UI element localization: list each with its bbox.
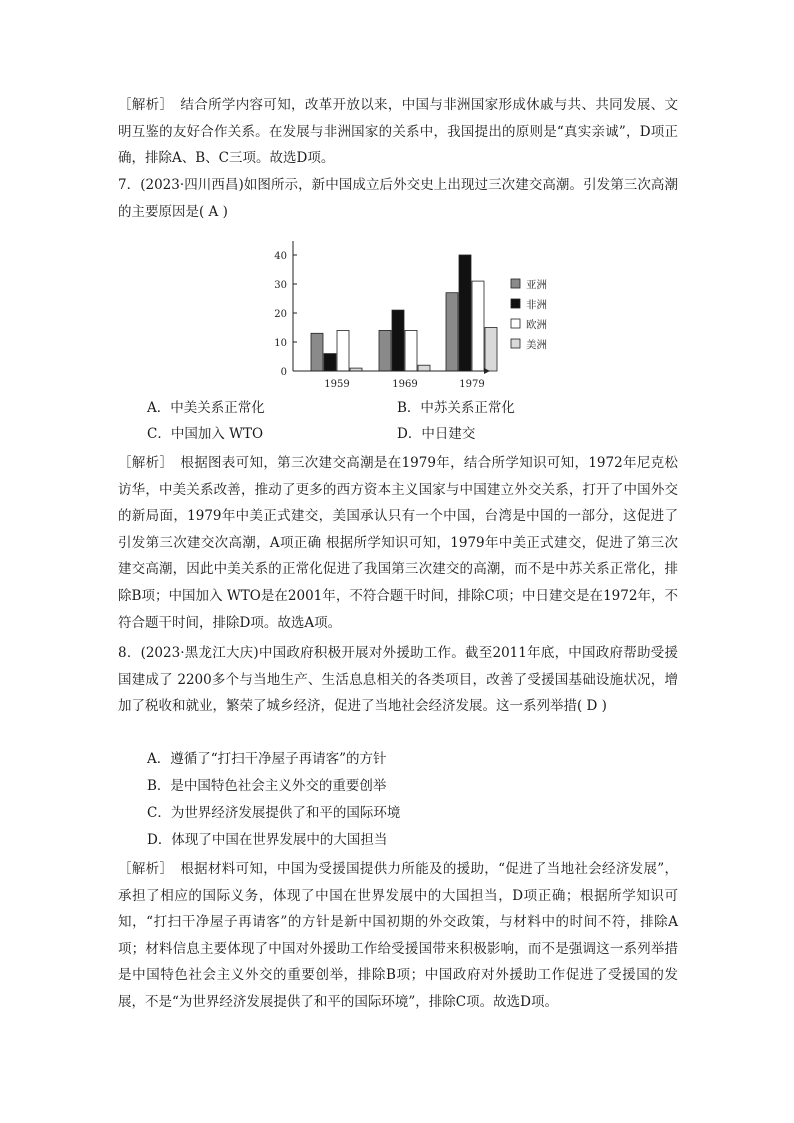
q8-option-a: A．遵循了“打扫干净屋子再请客”的方针 xyxy=(147,751,387,767)
x-tick-label-1959: 1959 xyxy=(324,379,350,390)
bar-1969-美洲 xyxy=(418,365,430,371)
q7-option-d: D．中日建交 xyxy=(397,426,476,442)
y-tick-label-20: 20 xyxy=(274,309,287,320)
bar-1959-欧洲 xyxy=(337,330,349,371)
bar-1979-非洲 xyxy=(459,255,471,371)
bar-1969-欧洲 xyxy=(405,330,417,371)
y-tick-label-40: 40 xyxy=(274,251,287,262)
bar-chart xyxy=(258,233,568,393)
bar-1979-美洲 xyxy=(485,328,497,372)
q7-option-b: B．中苏关系正常化 xyxy=(397,400,515,416)
legend-swatch-欧洲 xyxy=(511,319,520,328)
legend-label-美洲: 美洲 xyxy=(526,339,547,351)
y-tick-label-0: 0 xyxy=(280,367,287,378)
y-tick-label-10: 10 xyxy=(274,338,287,349)
legend-swatch-非洲 xyxy=(511,299,520,308)
legend-swatch-美洲 xyxy=(511,339,520,348)
q7-option-c: C．中国加入 WTO xyxy=(147,426,264,442)
question-8-stem: 8．(2023·黑龙江大庆)中国政府积极开展对外援助工作。截至2011年底，中国政府帮助受援国建成了 2200多个与当地生产、生活息息相关的各类项目，改善了受援国基础设施状况，增加了税收和就业，繁荣了城乡经济，促进了当地社会经济发展。这一系列举措( D ) xyxy=(118,645,678,715)
legend-label-非洲: 非洲 xyxy=(526,299,547,311)
legend-label-亚洲: 亚洲 xyxy=(526,279,547,291)
y-ticks-layer xyxy=(274,251,297,378)
bar-1959-亚洲 xyxy=(311,333,323,371)
analysis-q8: ［解析］ 根据材料可知，中国为受援国提供力所能及的援助，“促进了当地社会经济发展”，承担了相应的国际义务，体现了中国在世界发展中的大国担当，D项正确；根据所学知识可知，“打扫干净屋子再请客”的方针是新中国初期的外交政策，与材料中的时间不符，排除A项；材料信息主要体现了中国对外援助工作给受援国带来积极影响，而不是强调这一系列举措是中国特色社会主义外交的重要创举，排除B项；中国政府对外援助工作促进了受援国的发展，不是“为世界经济发展提供了和平的国际环境”，排除C项。故选D项。 xyxy=(118,861,678,1010)
x-ticks-layer xyxy=(324,379,484,390)
x-tick-label-1979: 1979 xyxy=(459,379,485,390)
question-7-stem: 7．(2023·四川西昌)如图所示，新中国成立后外交史上出现过三次建交高潮。引发第三次高潮的主要原因是( A ) xyxy=(118,177,678,220)
bar-1979-欧洲 xyxy=(472,281,484,371)
q7-option-a: A．中美关系正常化 xyxy=(147,400,265,416)
bars-layer xyxy=(311,255,497,371)
analysis-q7: ［解析］ 根据图表可知，第三次建交高潮是在1979年，结合所学知识可知，1972年尼克松访华，中美关系改善，推动了更多的西方资本主义国家与中国建立外交关系，打开了中国外交的新局面，1979年中美正式建交，美国承认只有一个中国，台湾是中国的一部分，这促进了引发第三次建交次高潮，A项正确 根据所学知识可知，1979年中美正式建交，促进了第三次建交高潮，因此中美关系的正常化促进了我国第三次建交的高潮，而不是中苏关系正常化，排除B项；中国加入 WTO是在2001年，不符合题干时间，排除C项；中日建交是在1972年，不符合题干时间，排除D项。故选A项。 xyxy=(118,455,678,631)
q8-option-c: C．为世界经济发展提供了和平的国际环境 xyxy=(147,805,401,821)
q8-option-b: B．是中国特色社会主义外交的重要创举 xyxy=(147,778,387,794)
bar-1979-亚洲 xyxy=(446,293,458,371)
legend-swatch-亚洲 xyxy=(511,279,520,288)
x-tick-label-1969: 1969 xyxy=(392,379,418,390)
bar-1959-非洲 xyxy=(324,354,336,371)
analysis-q6: ［解析］ 结合所学内容可知，改革开放以来，中国与非洲国家形成休戚与共、共同发展、文明互鉴的友好合作关系。在发展与非洲国家的关系中，我国提出的原则是“真实亲诚”，D项正确，排除A、B、C三项。故选D项。 xyxy=(118,97,678,167)
y-tick-label-30: 30 xyxy=(274,280,287,291)
bar-1969-亚洲 xyxy=(379,330,391,371)
legend xyxy=(511,278,547,351)
bar-1969-非洲 xyxy=(392,310,404,371)
legend-label-欧洲: 欧洲 xyxy=(526,319,547,331)
q8-option-d: D．体现了中国在世界发展中的大国担当 xyxy=(147,832,388,848)
bar-chart-svg xyxy=(258,233,568,393)
